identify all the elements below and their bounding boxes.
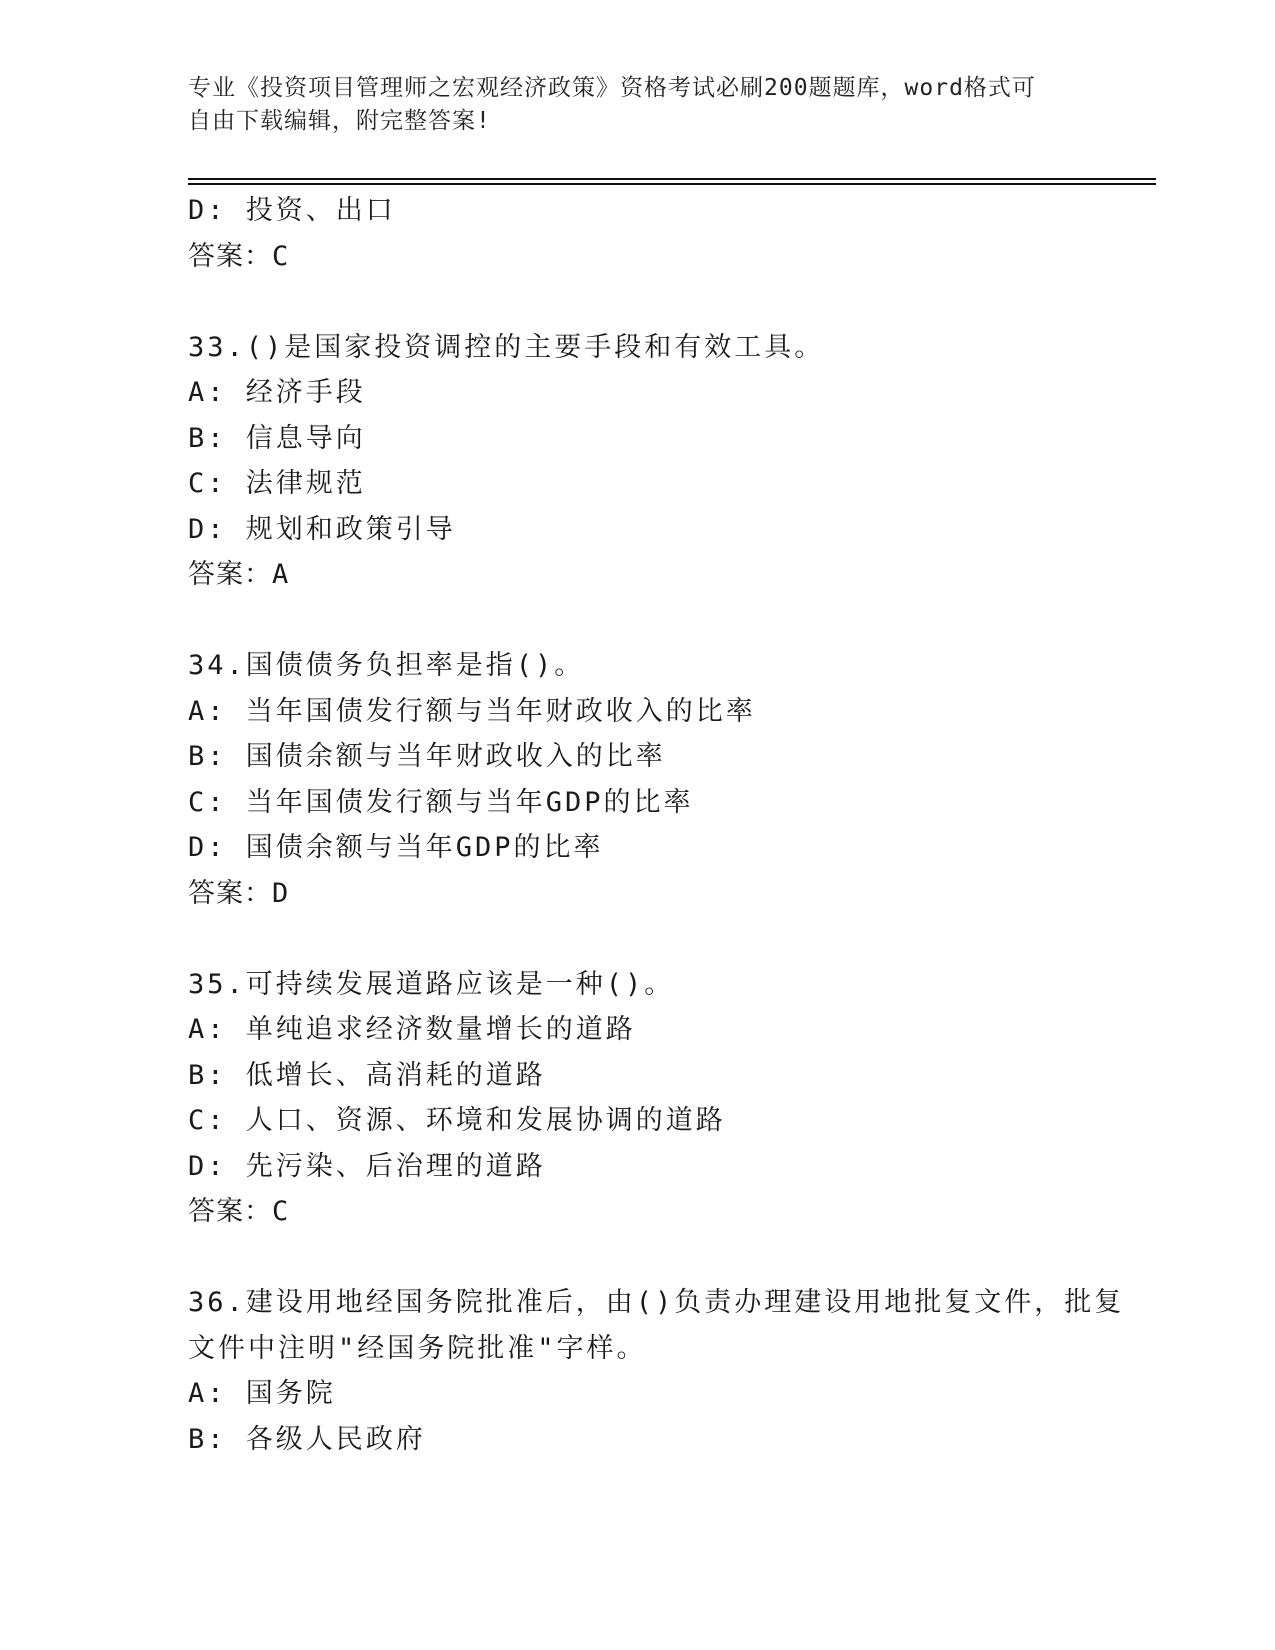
option-d: D: 投资、出口 — [188, 195, 396, 226]
option-d: D: 规划和政策引导 — [188, 513, 456, 545]
option-c: C: 法律规范 — [188, 468, 366, 499]
answer: 答案：D — [188, 877, 290, 909]
answer: 答案：C — [188, 1196, 290, 1227]
question-stem: 33.()是国家投资调控的主要手段和有效工具。 — [188, 331, 825, 363]
document-header — [188, 72, 1088, 138]
option-d: D: 国债余额与当年GDP的比率 — [188, 832, 604, 863]
option-a: A: 当年国债发行额与当年财政收入的比率 — [188, 695, 756, 727]
option-b: B: 信息导向 — [188, 422, 366, 454]
question-35 — [188, 962, 1088, 1235]
option-b: B: 各级人民政府 — [188, 1423, 426, 1455]
answer: 答案：C — [188, 240, 290, 272]
option-a: A: 经济手段 — [188, 377, 366, 408]
question-34 — [188, 643, 1088, 916]
header-divider-bottom — [188, 183, 1156, 185]
question-list — [188, 188, 1125, 1462]
option-d: D: 先污染、后治理的道路 — [188, 1150, 546, 1182]
answer: 答案：A — [188, 559, 290, 590]
question-stem-line-2: 文件中注明"经国务院批准"字样。 — [188, 1332, 647, 1364]
option-a: A: 单纯追求经济数量增长的道路 — [188, 1014, 636, 1045]
question-stem: 34.国债债务负担率是指()。 — [188, 650, 585, 681]
header-divider-top — [188, 178, 1156, 180]
header-line-2: 自由下载编辑，附完整答案! — [188, 108, 491, 134]
option-a: A: 国务院 — [188, 1378, 336, 1409]
option-c: C: 人口、资源、环境和发展协调的道路 — [188, 1105, 726, 1136]
question-stem: 35.可持续发展道路应该是一种()。 — [188, 968, 675, 1000]
header-line-1: 专业《投资项目管理师之宏观经济政策》资格考试必刷200题题库，word格式可 — [188, 75, 1036, 101]
previous-question-tail — [188, 188, 1088, 279]
option-b: B: 国债余额与当年财政收入的比率 — [188, 741, 666, 772]
option-c: C: 当年国债发行额与当年GDP的比率 — [188, 786, 694, 818]
question-stem-line-1: 36.建设用地经国务院批准后，由()负责办理建设用地批复文件，批复 — [188, 1287, 1125, 1318]
option-b: B: 低增长、高消耗的道路 — [188, 1059, 546, 1091]
question-36 — [188, 1280, 1125, 1462]
question-33 — [188, 325, 1088, 598]
